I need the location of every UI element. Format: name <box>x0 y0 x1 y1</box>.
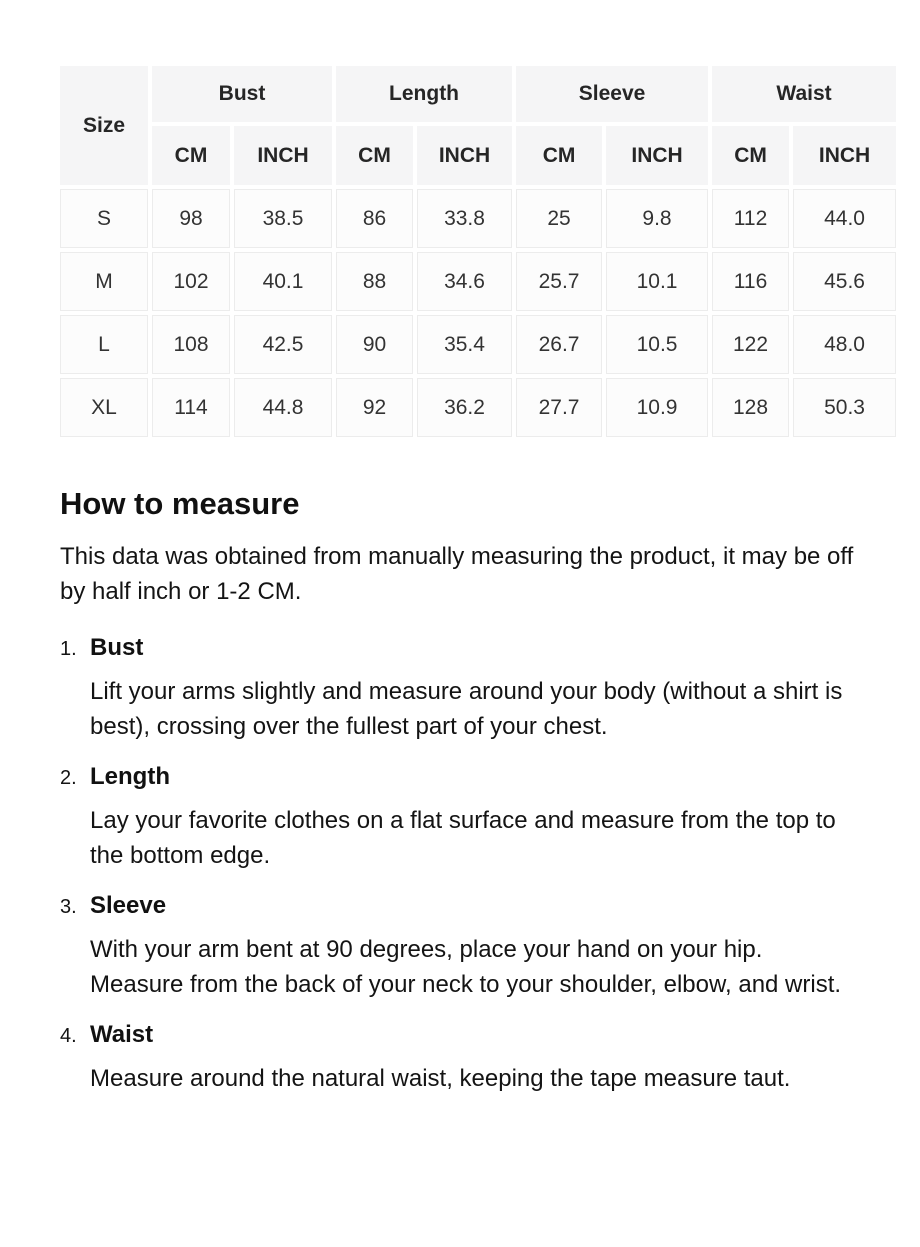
bust-cm-value: 114 <box>152 378 230 437</box>
sleeve-cm-value: 27.7 <box>516 378 602 437</box>
length-cm-value: 90 <box>336 315 413 374</box>
length-cm-value: 88 <box>336 252 413 311</box>
size-label: L <box>60 315 148 374</box>
measurement-disclaimer-text: This data was obtained from manually measuring the product, it may be off by half inch or 1-2 CM. <box>60 543 854 605</box>
table-row-size-m <box>60 252 896 311</box>
waist-cm-value: 116 <box>712 252 789 311</box>
table-group-header-row <box>60 66 896 122</box>
waist-cm-value: 112 <box>712 189 789 248</box>
length-group-header: Length <box>336 66 512 122</box>
length-inch-value: 36.2 <box>417 378 512 437</box>
table-row-size-xl <box>60 378 896 437</box>
step-description: Lift your arms slightly and measure around your body (without a shirt is best), crossing over the fullest part of your chest. <box>90 678 843 740</box>
measurement-steps-list <box>60 633 860 1096</box>
step-heading <box>60 1020 860 1050</box>
sleeve-inch-value: 10.5 <box>606 315 708 374</box>
step-heading <box>60 762 860 792</box>
step-description: Lay your favorite clothes on a flat surface and measure from the top to the bottom edge. <box>90 807 836 869</box>
list-item-waist <box>60 1020 860 1096</box>
bust-inch-value: 38.5 <box>234 189 332 248</box>
waist-cm-value: 128 <box>712 378 789 437</box>
waist-inch-value: 45.6 <box>793 252 896 311</box>
sleeve-cm-value: 26.7 <box>516 315 602 374</box>
table-unit-header-row <box>60 126 896 185</box>
sleeve-inch-value: 10.9 <box>606 378 708 437</box>
bust-cm-value: 102 <box>152 252 230 311</box>
sleeve-group-header: Sleeve <box>516 66 708 122</box>
length-inch-value: 34.6 <box>417 252 512 311</box>
table-row-size-s <box>60 189 896 248</box>
list-item-sleeve <box>60 891 860 1002</box>
step-number: 3. <box>60 896 77 918</box>
step-title: Sleeve <box>90 892 167 919</box>
length-inch-value: 33.8 <box>417 189 512 248</box>
unit-header-inch: INCH <box>417 126 512 185</box>
waist-inch-value: 44.0 <box>793 189 896 248</box>
waist-group-header: Waist <box>712 66 896 122</box>
step-number: 1. <box>60 638 77 660</box>
waist-cm-value: 122 <box>712 315 789 374</box>
step-title: Waist <box>90 1021 154 1048</box>
how-to-measure-heading: How to measure <box>60 486 300 521</box>
step-title: Length <box>90 763 170 790</box>
length-inch-value: 35.4 <box>417 315 512 374</box>
sleeve-cm-value: 25.7 <box>516 252 602 311</box>
list-item-length <box>60 762 860 873</box>
list-item-bust <box>60 633 860 744</box>
bust-cm-value: 108 <box>152 315 230 374</box>
step-number: 2. <box>60 767 77 789</box>
step-number: 4. <box>60 1025 77 1047</box>
size-label: M <box>60 252 148 311</box>
step-description: With your arm bent at 90 degrees, place your hand on your hip. Measure from the back of your neck to your shoulder, elbow, and wrist. <box>90 936 842 998</box>
bust-inch-value: 40.1 <box>234 252 332 311</box>
sleeve-inch-value: 10.1 <box>606 252 708 311</box>
unit-header-inch: INCH <box>606 126 708 185</box>
sleeve-cm-value: 25 <box>516 189 602 248</box>
step-description: Measure around the natural waist, keeping the tape measure taut. <box>90 1065 791 1092</box>
unit-header-cm: CM <box>336 126 413 185</box>
bust-inch-value: 42.5 <box>234 315 332 374</box>
step-heading <box>60 891 860 921</box>
size-chart-table <box>56 62 900 441</box>
size-column-header: Size <box>60 66 148 185</box>
unit-header-cm: CM <box>516 126 602 185</box>
bust-group-header: Bust <box>152 66 332 122</box>
size-label: XL <box>60 378 148 437</box>
unit-header-cm: CM <box>712 126 789 185</box>
sleeve-inch-value: 9.8 <box>606 189 708 248</box>
table-row-size-l <box>60 315 896 374</box>
step-heading <box>60 633 860 663</box>
waist-inch-value: 48.0 <box>793 315 896 374</box>
unit-header-inch: INCH <box>234 126 332 185</box>
unit-header-inch: INCH <box>793 126 896 185</box>
bust-inch-value: 44.8 <box>234 378 332 437</box>
unit-header-cm: CM <box>152 126 230 185</box>
length-cm-value: 86 <box>336 189 413 248</box>
step-title: Bust <box>90 634 144 661</box>
size-label: S <box>60 189 148 248</box>
length-cm-value: 92 <box>336 378 413 437</box>
waist-inch-value: 50.3 <box>793 378 896 437</box>
bust-cm-value: 98 <box>152 189 230 248</box>
